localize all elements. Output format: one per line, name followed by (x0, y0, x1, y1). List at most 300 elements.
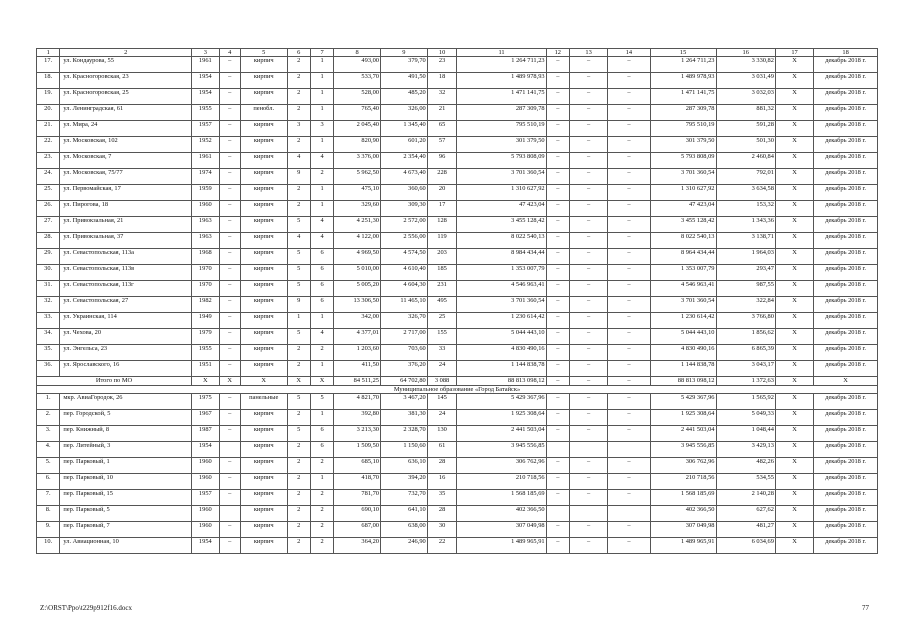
cell-ent: 6 (310, 249, 333, 265)
cell-total: 4 546 963,41 (650, 281, 716, 297)
cell-c12: – (546, 489, 569, 505)
cell-no: 31. (37, 281, 60, 297)
cell-c14: – (608, 537, 650, 553)
cell-year: 1974 (192, 169, 220, 185)
cell-area: 493,00 (334, 57, 381, 73)
cell-no: 30. (37, 265, 60, 281)
cell-area: 1 509,50 (334, 441, 381, 457)
cell-wall: кирпич (240, 57, 287, 73)
cell-area: 820,90 (334, 137, 381, 153)
cell-c13: – (569, 409, 607, 425)
cell-unit: 987,55 (716, 281, 775, 297)
cell-floors: 5 (287, 217, 310, 233)
cell-wall: кирпич (240, 329, 287, 345)
cell-area: 411,50 (334, 361, 381, 377)
cell-c12: – (546, 89, 569, 105)
cell-area: 765,40 (334, 105, 381, 121)
cell-area: 5 005,20 (334, 281, 381, 297)
cell-mark: X (775, 505, 813, 521)
cell-due: декабрь 2018 г. (814, 73, 878, 89)
cell-year: 1954 (192, 73, 220, 89)
cell-year: 1949 (192, 313, 220, 329)
cell-year: 1970 (192, 281, 220, 297)
table-row (37, 329, 878, 345)
cell-area_res: 2 572,00 (381, 217, 428, 233)
cell-area_res: 379,70 (381, 57, 428, 73)
cell-c4: – (219, 169, 240, 185)
cell-wall: кирпич (240, 121, 287, 137)
cell-year: 1957 (192, 489, 220, 505)
cell-floors: 1 (287, 313, 310, 329)
cell-c4 (219, 505, 240, 521)
cell-wall: кирпич (240, 281, 287, 297)
cell-total: 2 441 503,04 (650, 425, 716, 441)
cell-c13: – (569, 121, 607, 137)
cell-cost: 47 423,04 (457, 201, 546, 217)
cell-addr: ул. Севастопольская, 27 (60, 297, 192, 313)
cell-wall: кирпич (240, 265, 287, 281)
cell-total: 8 022 540,13 (650, 233, 716, 249)
cell-area: 781,70 (334, 489, 381, 505)
cell-no: 18. (37, 73, 60, 89)
cell-c4: – (219, 201, 240, 217)
cell-total: 1 144 838,78 (650, 361, 716, 377)
cell-total: 795 510,19 (650, 121, 716, 137)
cell-cost: 3 701 360,54 (457, 297, 546, 313)
cell-area: 5 962,50 (334, 169, 381, 185)
cell-year: 1963 (192, 233, 220, 249)
cell-c13: – (569, 345, 607, 361)
cell-year: 1967 (192, 409, 220, 425)
cell-total: 3 701 360,54 (650, 297, 716, 313)
cell-year: 1970 (192, 265, 220, 281)
cell-due: декабрь 2018 г. (814, 521, 878, 537)
cell-people: 65 (427, 121, 457, 137)
cell-c14: – (608, 361, 650, 377)
cell-c13: – (569, 89, 607, 105)
cell-c13: – (569, 521, 607, 537)
cell-wall: кирпич (240, 89, 287, 105)
cell-total: 3 455 128,42 (650, 217, 716, 233)
cell-people: 96 (427, 153, 457, 169)
cell-area_res: 1 345,40 (381, 121, 428, 137)
cell-no: 5. (37, 457, 60, 473)
cell-area_res: 4 574,50 (381, 249, 428, 265)
cell-c14: – (608, 457, 650, 473)
cell-c12: – (546, 345, 569, 361)
cell-floors: 2 (287, 89, 310, 105)
table-row (37, 169, 878, 185)
cell-c12: – (546, 233, 569, 249)
cell-area: 4 377,01 (334, 329, 381, 345)
cell-no: 27. (37, 217, 60, 233)
cell-mark: X (775, 409, 813, 425)
cell-due: декабрь 2018 г. (814, 473, 878, 489)
cell-c13: – (569, 249, 607, 265)
cell-area: 3 376,00 (334, 153, 381, 169)
cell-floors: 3 (287, 121, 310, 137)
cell-wall: кирпич (240, 73, 287, 89)
cell-c13 (569, 505, 607, 521)
cell-c13: – (569, 489, 607, 505)
cell-c12: – (546, 457, 569, 473)
cell-area_res: 376,20 (381, 361, 428, 377)
cell-due: декабрь 2018 г. (814, 345, 878, 361)
cell-total: 210 718,56 (650, 473, 716, 489)
cell-cost: 4 830 490,16 (457, 345, 546, 361)
total-cell-total: 88 813 098,12 (650, 377, 716, 385)
cell-addr: ул. Севастопольская, 113а (60, 249, 192, 265)
cell-area_res: 2 354,40 (381, 153, 428, 169)
cell-cost: 1 471 141,75 (457, 89, 546, 105)
cell-c13: – (569, 233, 607, 249)
cell-mark: X (775, 201, 813, 217)
cell-ent: 1 (310, 105, 333, 121)
cell-total: 1 489 978,93 (650, 73, 716, 89)
cell-ent: 4 (310, 329, 333, 345)
cell-unit: 1 343,36 (716, 217, 775, 233)
table-row (37, 249, 878, 265)
cell-ent: 6 (310, 441, 333, 457)
cell-c12: – (546, 265, 569, 281)
cell-year: 1957 (192, 121, 220, 137)
cell-addr: ул. Московская, 7 (60, 153, 192, 169)
cell-area_res: 703,60 (381, 345, 428, 361)
cell-c4: – (219, 105, 240, 121)
cell-wall: кирпич (240, 441, 287, 457)
cell-c13: – (569, 361, 607, 377)
cell-people: 28 (427, 457, 457, 473)
cell-ent: 4 (310, 153, 333, 169)
cell-year: 1960 (192, 505, 220, 521)
total-cell-c18: X (814, 377, 878, 385)
cell-c13: – (569, 537, 607, 553)
cell-unit: 481,27 (716, 521, 775, 537)
cell-addr: ул. Пирогова, 18 (60, 201, 192, 217)
cell-people: 25 (427, 313, 457, 329)
cell-cost: 301 379,50 (457, 137, 546, 153)
column-number-3: 3 (192, 49, 220, 57)
cell-cost: 5 429 367,96 (457, 393, 546, 409)
cell-cost: 5 793 808,09 (457, 153, 546, 169)
cell-c4: – (219, 281, 240, 297)
cell-total: 1 489 965,91 (650, 537, 716, 553)
cell-total: 8 964 434,44 (650, 249, 716, 265)
table-row (37, 441, 878, 457)
cell-c4: – (219, 329, 240, 345)
cell-c13: – (569, 329, 607, 345)
total-cell-c3: X (192, 377, 220, 385)
total-cell-c4: X (219, 377, 240, 385)
table-row (37, 121, 878, 137)
cell-people: 145 (427, 393, 457, 409)
cell-due: декабрь 2018 г. (814, 153, 878, 169)
cell-unit: 1 856,62 (716, 329, 775, 345)
cell-unit: 3 043,17 (716, 361, 775, 377)
table-row (37, 409, 878, 425)
cell-people: 17 (427, 201, 457, 217)
cell-area: 3 213,30 (334, 425, 381, 441)
cell-c12 (546, 505, 569, 521)
table-row (37, 473, 878, 489)
cell-cost: 402 366,50 (457, 505, 546, 521)
column-number-5: 5 (240, 49, 287, 57)
cell-people: 16 (427, 473, 457, 489)
cell-c13: – (569, 425, 607, 441)
cell-cost: 2 441 503,04 (457, 425, 546, 441)
table-row (37, 505, 878, 521)
total-cell-c5: X (240, 377, 287, 385)
column-number-12: 12 (546, 49, 569, 57)
total-cell-unit: 1 372,63 (716, 377, 775, 385)
cell-cost: 1 925 308,64 (457, 409, 546, 425)
cell-c14: – (608, 169, 650, 185)
cell-due: декабрь 2018 г. (814, 361, 878, 377)
cell-wall: кирпич (240, 457, 287, 473)
cell-unit: 1 565,92 (716, 393, 775, 409)
cell-total: 1 568 185,69 (650, 489, 716, 505)
cell-cost: 210 718,56 (457, 473, 546, 489)
cell-c14: – (608, 313, 650, 329)
cell-people: 57 (427, 137, 457, 153)
cell-mark: X (775, 425, 813, 441)
column-number-6: 6 (287, 49, 310, 57)
total-cell-people: 3 088 (427, 377, 457, 385)
cell-c4: – (219, 73, 240, 89)
cell-c4: – (219, 233, 240, 249)
total-cell-area_res: 64 702,80 (381, 377, 428, 385)
cell-due: декабрь 2018 г. (814, 217, 878, 233)
cell-area_res: 491,50 (381, 73, 428, 89)
cell-c14: – (608, 233, 650, 249)
cell-area_res: 326,00 (381, 105, 428, 121)
column-number-2: 2 (60, 49, 192, 57)
cell-floors: 2 (287, 57, 310, 73)
cell-c13: – (569, 217, 607, 233)
cell-due: декабрь 2018 г. (814, 297, 878, 313)
cell-ent: 1 (310, 57, 333, 73)
cell-floors: 9 (287, 297, 310, 313)
cell-ent: 1 (310, 137, 333, 153)
cell-people: 28 (427, 505, 457, 521)
cell-due: декабрь 2018 г. (814, 265, 878, 281)
cell-addr: пер. Парковый, 1 (60, 457, 192, 473)
cell-c13: – (569, 137, 607, 153)
cell-wall: кирпич (240, 185, 287, 201)
cell-floors: 2 (287, 137, 310, 153)
cell-mark: X (775, 393, 813, 409)
cell-addr: ул. Ярославского, 16 (60, 361, 192, 377)
column-number-15: 15 (650, 49, 716, 57)
cell-wall: кирпич (240, 409, 287, 425)
cell-due: декабрь 2018 г. (814, 281, 878, 297)
cell-area_res: 3 467,20 (381, 393, 428, 409)
cell-c13: – (569, 153, 607, 169)
cell-unit: 3 031,49 (716, 73, 775, 89)
cell-c14: – (608, 489, 650, 505)
cell-addr: ул. Мира, 24 (60, 121, 192, 137)
cell-unit: 591,28 (716, 121, 775, 137)
cell-wall: панельные (240, 393, 287, 409)
cell-c4: – (219, 345, 240, 361)
cell-c12: – (546, 281, 569, 297)
cell-c14: – (608, 473, 650, 489)
cell-ent: 6 (310, 281, 333, 297)
cell-c4: – (219, 393, 240, 409)
cell-people: 33 (427, 345, 457, 361)
cell-area_res: 309,30 (381, 201, 428, 217)
cell-c12: – (546, 521, 569, 537)
cell-no: 35. (37, 345, 60, 361)
cell-area_res: 732,70 (381, 489, 428, 505)
cell-c4: – (219, 361, 240, 377)
cell-due: декабрь 2018 г. (814, 505, 878, 521)
cell-c14: – (608, 345, 650, 361)
cell-ent: 1 (310, 185, 333, 201)
cell-area_res: 4 673,40 (381, 169, 428, 185)
cell-floors: 4 (287, 153, 310, 169)
cell-c4: – (219, 457, 240, 473)
column-number-8: 8 (334, 49, 381, 57)
cell-no: 21. (37, 121, 60, 137)
table-body (37, 49, 878, 554)
cell-people: 22 (427, 537, 457, 553)
cell-c14 (608, 441, 650, 457)
cell-unit: 6 034,69 (716, 537, 775, 553)
cell-area: 4 122,00 (334, 233, 381, 249)
cell-people: 18 (427, 73, 457, 89)
cell-c12: – (546, 473, 569, 489)
cell-year: 1952 (192, 137, 220, 153)
cell-floors: 5 (287, 393, 310, 409)
total-cell-c12: – (546, 377, 569, 385)
cell-year: 1975 (192, 393, 220, 409)
cell-addr: ул. Украинская, 114 (60, 313, 192, 329)
cell-due: декабрь 2018 г. (814, 409, 878, 425)
cell-no: 36. (37, 361, 60, 377)
column-number-4: 4 (219, 49, 240, 57)
cell-mark: X (775, 329, 813, 345)
cell-no: 34. (37, 329, 60, 345)
cell-unit: 534,55 (716, 473, 775, 489)
cell-ent: 1 (310, 409, 333, 425)
cell-wall: кирпич (240, 521, 287, 537)
cell-people: 24 (427, 361, 457, 377)
cell-cost: 1 489 965,91 (457, 537, 546, 553)
cell-unit: 3 766,80 (716, 313, 775, 329)
cell-year: 1963 (192, 217, 220, 233)
cell-c12: – (546, 73, 569, 89)
cell-c14: – (608, 297, 650, 313)
cell-cost: 1 489 978,93 (457, 73, 546, 89)
cell-cost: 4 546 963,41 (457, 281, 546, 297)
cell-ent: 1 (310, 201, 333, 217)
cell-addr: ул. Севастопольская, 113г (60, 281, 192, 297)
cell-area: 687,00 (334, 521, 381, 537)
cell-area: 475,10 (334, 185, 381, 201)
cell-c12: – (546, 297, 569, 313)
table-row (37, 345, 878, 361)
cell-no: 23. (37, 153, 60, 169)
cell-wall: кирпич (240, 313, 287, 329)
cell-total: 1 310 627,92 (650, 185, 716, 201)
table-row (37, 393, 878, 409)
column-number-14: 14 (608, 49, 650, 57)
cell-ent: 2 (310, 505, 333, 521)
column-number-7: 7 (310, 49, 333, 57)
cell-no: 7. (37, 489, 60, 505)
cell-area_res: 1 150,60 (381, 441, 428, 457)
cell-no: 28. (37, 233, 60, 249)
cell-mark: X (775, 345, 813, 361)
cell-c14: – (608, 393, 650, 409)
cell-area_res: 11 465,10 (381, 297, 428, 313)
cell-no: 10. (37, 537, 60, 553)
cell-area_res: 246,90 (381, 537, 428, 553)
cell-total: 287 309,78 (650, 105, 716, 121)
cell-mark: X (775, 537, 813, 553)
table-row (37, 57, 878, 73)
cell-people: 128 (427, 217, 457, 233)
cell-cost: 3 455 128,42 (457, 217, 546, 233)
cell-c12: – (546, 169, 569, 185)
cell-mark: X (775, 73, 813, 89)
cell-floors: 2 (287, 489, 310, 505)
cell-year: 1954 (192, 441, 220, 457)
cell-c4: – (219, 153, 240, 169)
cell-area: 685,10 (334, 457, 381, 473)
total-cell-c14: – (608, 377, 650, 385)
cell-addr: ул. Авиационная, 10 (60, 537, 192, 553)
cell-mark: X (775, 137, 813, 153)
cell-c14: – (608, 57, 650, 73)
cell-people: 20 (427, 185, 457, 201)
cell-unit: 482,26 (716, 457, 775, 473)
table-row (37, 217, 878, 233)
cell-due: декабрь 2018 г. (814, 457, 878, 473)
cell-area: 13 306,50 (334, 297, 381, 313)
cell-due: декабрь 2018 г. (814, 441, 878, 457)
cell-unit: 6 865,39 (716, 345, 775, 361)
cell-c4: – (219, 57, 240, 73)
cell-floors: 2 (287, 185, 310, 201)
cell-c12: – (546, 57, 569, 73)
cell-c12: – (546, 537, 569, 553)
table-row (37, 233, 878, 249)
cell-year: 1960 (192, 201, 220, 217)
cell-c12: – (546, 313, 569, 329)
cell-floors: 5 (287, 425, 310, 441)
cell-no: 25. (37, 185, 60, 201)
cell-no: 26. (37, 201, 60, 217)
cell-total: 5 429 367,96 (650, 393, 716, 409)
cell-ent: 1 (310, 361, 333, 377)
cell-mark: X (775, 457, 813, 473)
cell-total: 1 471 141,75 (650, 89, 716, 105)
total-cell-label: Итого по МО (37, 377, 192, 385)
cell-c12: – (546, 409, 569, 425)
cell-c12: – (546, 249, 569, 265)
cell-unit: 293,47 (716, 265, 775, 281)
cell-floors: 2 (287, 457, 310, 473)
cell-due: декабрь 2018 г. (814, 489, 878, 505)
cell-no: 32. (37, 297, 60, 313)
cell-addr: ул. Привокзальная, 37 (60, 233, 192, 249)
cell-addr: пер. Книжный, 8 (60, 425, 192, 441)
cell-area_res: 394,20 (381, 473, 428, 489)
cell-floors: 2 (287, 345, 310, 361)
cell-mark: X (775, 185, 813, 201)
